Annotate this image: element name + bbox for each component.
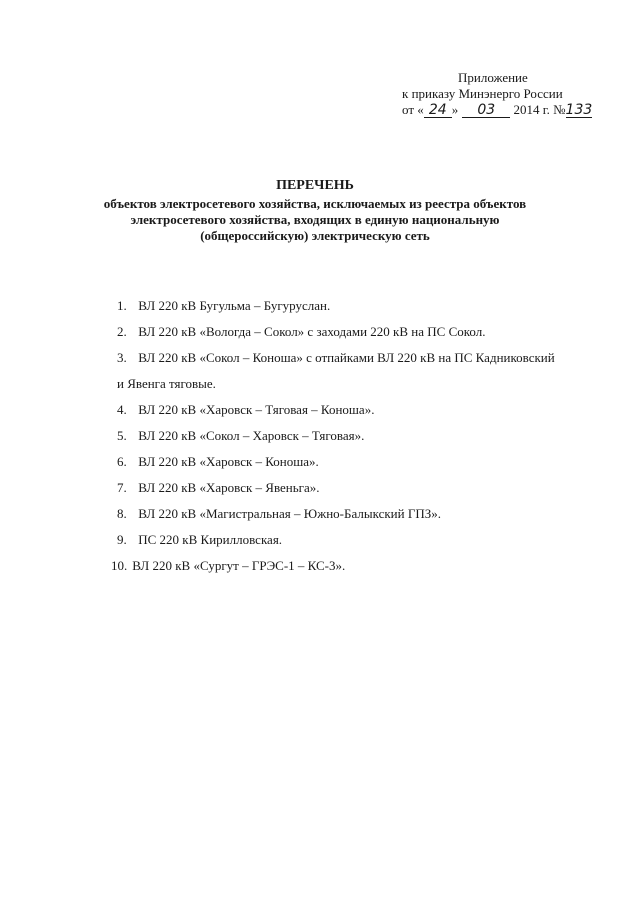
quote-open: « [417, 102, 424, 117]
item-number: 6. [117, 454, 127, 469]
item-text: ВЛ 220 кВ «Вологда – Сокол» с заходами 220 кВ на ПС Сокол. [138, 324, 486, 339]
title-block [80, 178, 550, 244]
item-number: 1. [117, 298, 127, 313]
handwritten-number: 133 [565, 102, 593, 118]
title-line-3: (общероссийскую) электрическую сеть [200, 228, 430, 243]
item-number: 7. [117, 480, 127, 495]
list-item-continuation: и Явенга тяговые. [117, 376, 216, 391]
item-text: ВЛ 220 кВ «Магистральная – Южно-Балыкский ГПЗ». [138, 506, 441, 521]
list-item [117, 452, 637, 478]
item-number: 2. [117, 324, 127, 339]
list-item [117, 426, 637, 452]
item-number: 4. [117, 402, 127, 417]
list-item [117, 348, 637, 374]
item-text: ВЛ 220 кВ «Сургут – ГРЭС-1 – КС-3». [132, 558, 346, 573]
quote-close: » [451, 102, 459, 117]
list-item [117, 400, 637, 426]
item-number: 3. [117, 350, 127, 365]
item-number: 5. [117, 428, 127, 443]
appendix-from: от [402, 102, 415, 117]
item-text: ВЛ 220 кВ «Сокол – Коноша» с отпайками ВЛ 220 кВ на ПС Кадниковский [138, 350, 555, 365]
title-line-2: электросетевого хозяйства, входящих в единую национальную [130, 212, 500, 227]
list-item [111, 556, 637, 582]
handwritten-month: 03 [462, 103, 510, 118]
list-item [117, 530, 637, 556]
appendix-date-line [400, 102, 635, 118]
item-text: ВЛ 220 кВ «Харовск – Явеньга». [138, 480, 320, 495]
objects-list [111, 296, 637, 582]
item-text: ВЛ 220 кВ «Сокол – Харовск – Тяговая». [138, 428, 365, 443]
appendix-order-ref: к приказу Минэнерго России [402, 86, 563, 101]
item-text: ПС 220 кВ Кирилловская. [138, 532, 283, 547]
appendix-year: 2014 г. № [513, 102, 566, 117]
list-item [117, 296, 637, 322]
appendix-block [400, 70, 635, 118]
handwritten-day: 24 [424, 103, 452, 118]
item-number: 9. [117, 532, 127, 547]
list-item [117, 322, 637, 348]
item-text: ВЛ 220 кВ «Харовск – Коноша». [138, 454, 319, 469]
appendix-label: Приложение [458, 70, 528, 85]
document-heading: ПЕРЕЧЕНЬ [276, 178, 354, 193]
title-line-1: объектов электросетевого хозяйства, исключаемых из реестра объектов [103, 196, 527, 211]
item-text: ВЛ 220 кВ «Харовск – Тяговая – Коноша». [138, 402, 375, 417]
item-number: 10. [111, 558, 128, 573]
list-item [117, 504, 637, 530]
list-item [117, 478, 637, 504]
item-number: 8. [117, 506, 127, 521]
item-text: ВЛ 220 кВ Бугульма – Бугуруслан. [138, 298, 331, 313]
